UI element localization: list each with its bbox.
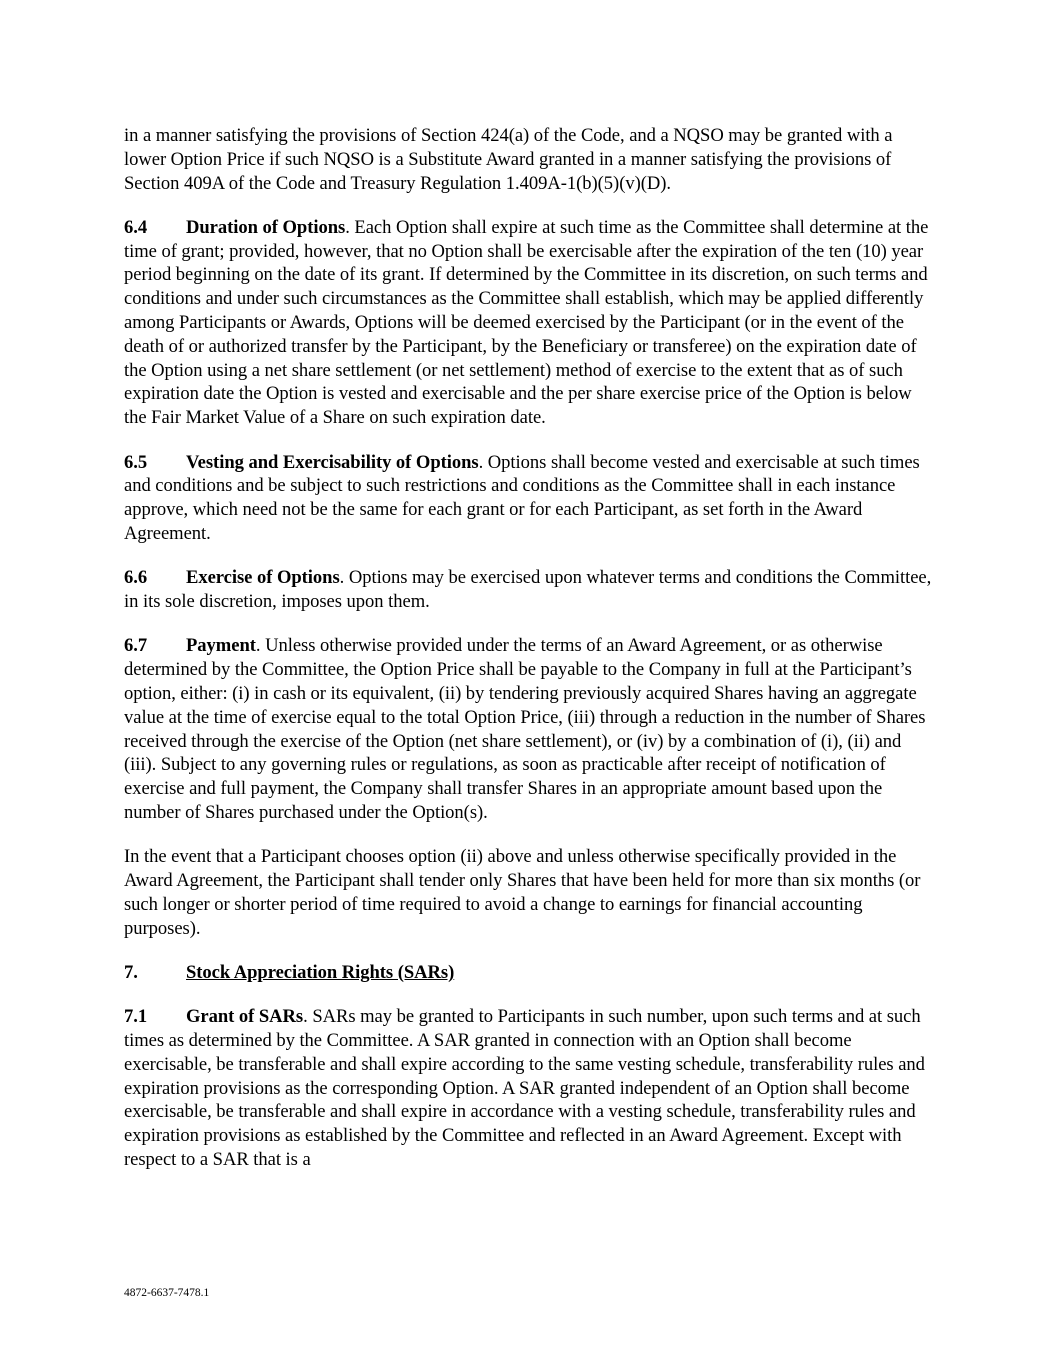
section-number: 6.6 bbox=[124, 567, 148, 589]
document-footer-id: 4872-6637-7478.1 bbox=[124, 1287, 210, 1299]
document-page bbox=[124, 124, 934, 1192]
section-title: Exercise of Options bbox=[186, 567, 340, 589]
section-7-1 bbox=[124, 1005, 934, 1172]
section-number: 6.4 bbox=[124, 216, 148, 238]
section-text: . Options shall become vested and exercisable at such times and conditions and be subject to such restrictions and conditions as the Committee shall in each instance approve, which need not be the same for each grant or for each Participant, as set forth in the Award Agreement. bbox=[124, 451, 920, 544]
section-6-6 bbox=[124, 566, 934, 614]
payment-followup-paragraph: In the event that a Participant chooses option (ii) above and unless otherwise specifically provided in the Award Agreement, the Participant shall tender only Shares that have been held for more than six months (or such longer or shorter period of time required to avoid a change to earnings for financial accounting purposes). bbox=[124, 846, 921, 939]
section-number: 7.1 bbox=[124, 1006, 148, 1028]
section-text: . Unless otherwise provided under the terms of an Award Agreement, or as otherwise determined by the Committee, the Option Price shall be payable to the Company in full at the Participant’s option, either: (i) in cash or its equivalent, (ii) by tendering previously acquired Shares having an aggregate value at the time of exercise equal to the total Option Price, (iii) through a reduction in the number of Shares received through the exercise of the Option (net share settlement), or (iv) by a combination of (i), (ii) and (iii). Subject to any governing rules or regulations, as soon as practicable after receipt of notification of exercise and full payment, the Company shall transfer Shares in an appropriate amount based upon the number of Shares purchased under the Option(s). bbox=[124, 635, 926, 823]
section-6-7 bbox=[124, 634, 934, 824]
section-number: 6.7 bbox=[124, 635, 148, 657]
section-text: . Each Option shall expire at such time as the Committee shall determine at the time of grant; provided, however, that no Option shall be exercisable after the expiration of the ten (10) year period beginning on the date of its grant. If determined by the Committee in its discretion, on such terms and conditions and under such circumstances as the Committee shall establish, which may be applied differently among Participants or Awards, Options will be deemed exercised by the Participant (or in the event of the death of or authorized transfer by the Participant, by the Beneficiary or transferee) on the expiration date of the Option using a net share settlement (or net settlement) method of exercise to the extent that as of such expiration date the Option is vested and exercisable and the per share exercise price of the Option is below the Fair Market Value of a Share on such expiration date. bbox=[124, 216, 929, 429]
section-6-5 bbox=[124, 451, 934, 546]
article-title: Stock Appreciation Rights (SARs) bbox=[186, 961, 455, 983]
intro-paragraph: in a manner satisfying the provisions of Section 424(a) of the Code, and a NQSO may be granted with a lower Option Price if such NQSO is a Substitute Award granted in a manner satisfying the provisions of Section 409A of the Code and Treasury Regulation 1.409A-1(b)(5)(v)(D). bbox=[124, 125, 893, 194]
article-heading bbox=[124, 961, 934, 985]
section-title: Payment bbox=[186, 635, 256, 657]
section-title: Duration of Options bbox=[186, 216, 346, 238]
section-title: Vesting and Exercisability of Options bbox=[186, 451, 479, 473]
article-number: 7. bbox=[124, 961, 138, 983]
section-text: . SARs may be granted to Participants in such number, upon such terms and at such times as determined by the Committee. A SAR granted in connection with an Option shall become exercisable, be transferable and shall expire according to the same vesting schedule, transferability rules and expiration provisions as the corresponding Option. A SAR granted independent of an Option shall become exercisable, be transferable and shall expire in accordance with a vesting schedule, transferability rules and expiration provisions as established by the Committee and reflected in an Award Agreement. Except with respect to a SAR that is a bbox=[124, 1006, 925, 1170]
section-number: 6.5 bbox=[124, 451, 148, 473]
section-text: . Options may be exercised upon whatever terms and conditions the Committee, in its sole discretion, imposes upon them. bbox=[124, 567, 932, 613]
section-6-4 bbox=[124, 216, 934, 430]
section-title: Grant of SARs bbox=[186, 1006, 304, 1028]
